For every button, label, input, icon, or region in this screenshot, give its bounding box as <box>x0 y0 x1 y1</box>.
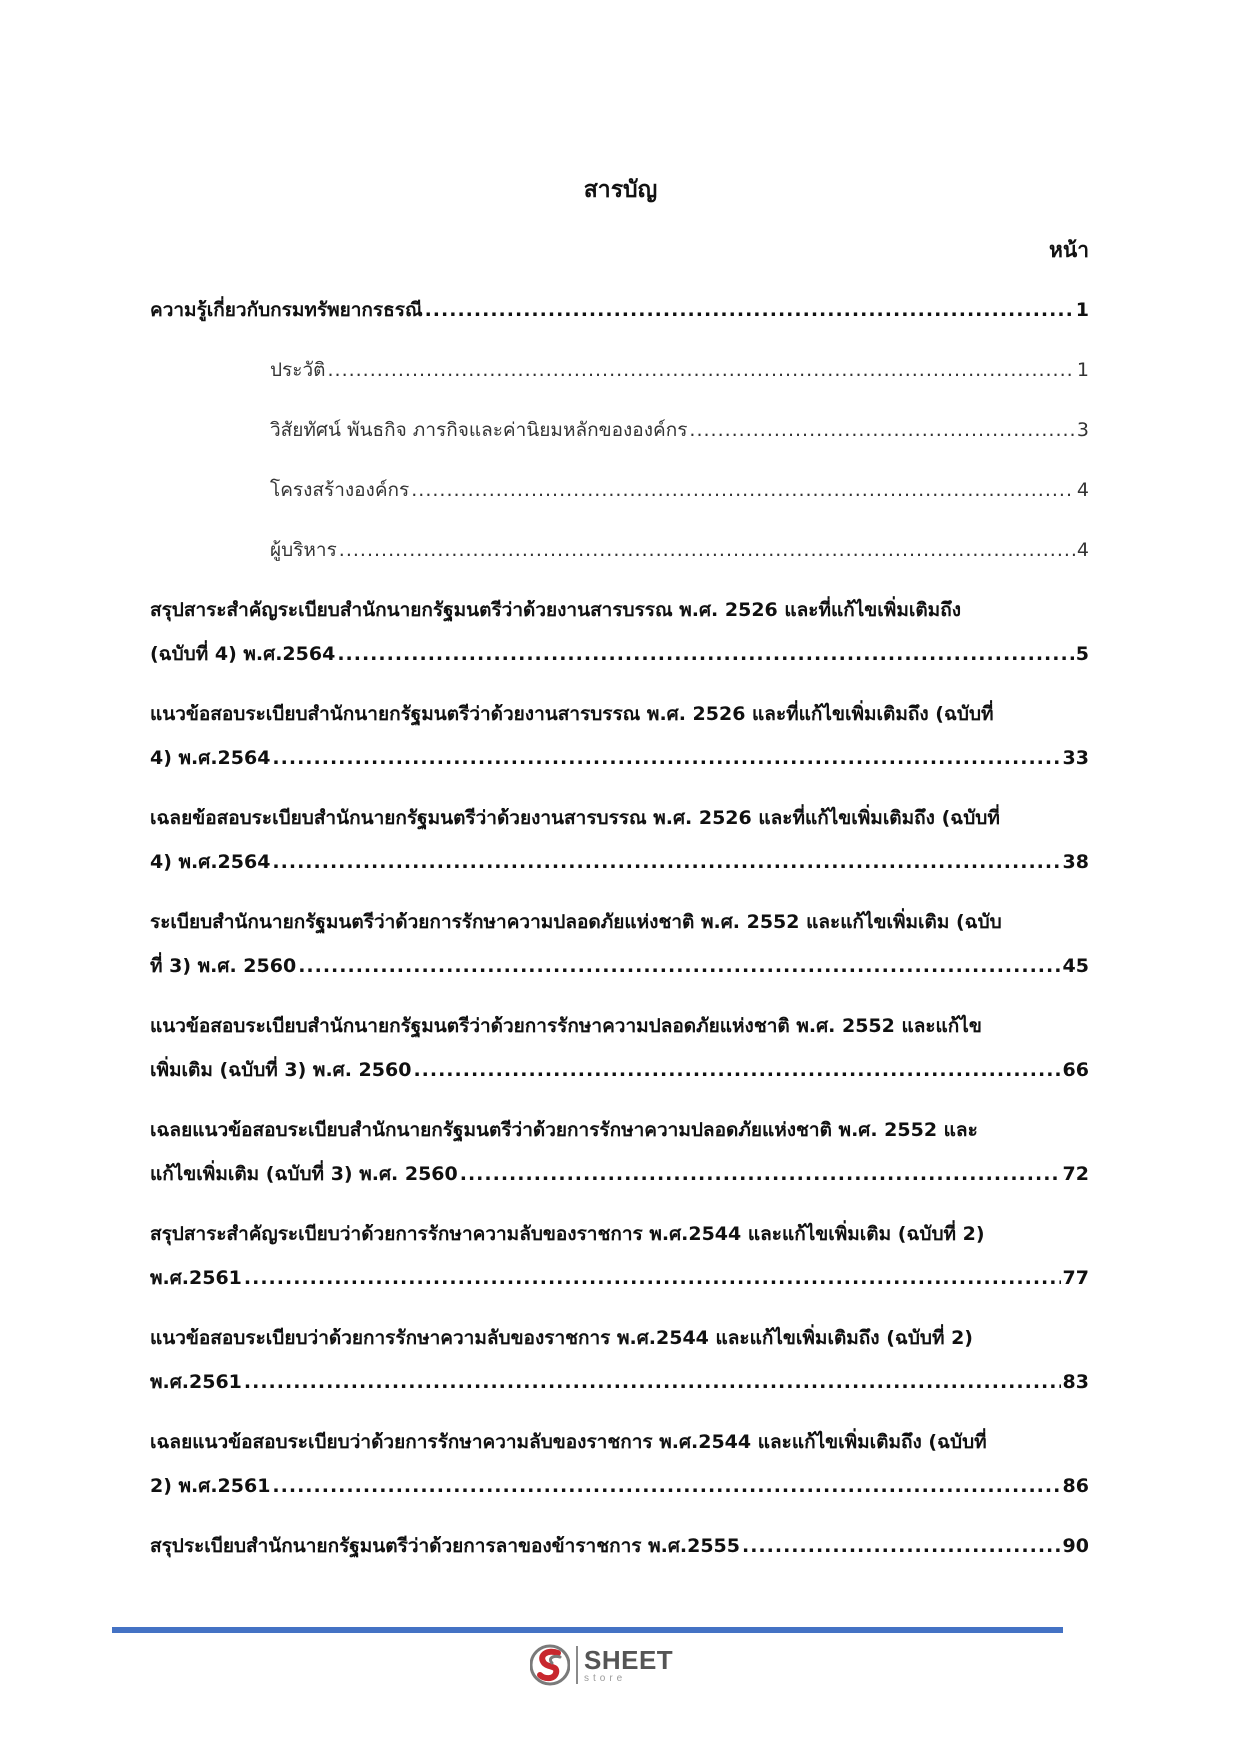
toc-entry-line <box>270 348 1089 392</box>
toc-page-number: 66 <box>1062 1059 1089 1081</box>
toc-page-number: 33 <box>1062 747 1089 769</box>
dot-leader <box>244 1360 1061 1404</box>
toc-entry[interactable] <box>150 288 1089 332</box>
toc-entry-title-line: แนวข้อสอบระเบียบสำนักนายกรัฐมนตรีว่าด้วยการรักษาความปลอดภัยแห่งชาติ พ.ศ. 2552 และแก้ไข <box>150 1015 982 1037</box>
toc-entry[interactable] <box>150 1004 1089 1092</box>
dot-leader <box>425 288 1074 332</box>
toc-entry-title: ที่ 3) พ.ศ. 2560 <box>150 955 297 977</box>
dot-leader <box>272 1464 1060 1508</box>
toc-entry[interactable] <box>150 900 1089 988</box>
toc-entry[interactable] <box>150 1316 1089 1404</box>
toc-entry-title: แก้ไขเพิ่มเติม (ฉบับที่ 3) พ.ศ. 2560 <box>150 1163 458 1185</box>
dot-leader <box>272 840 1060 884</box>
toc-entry-line <box>150 736 1089 780</box>
toc-page-number: 86 <box>1062 1475 1089 1497</box>
toc-subentry[interactable] <box>150 348 1089 392</box>
toc-entry-line <box>270 408 1089 452</box>
toc-entry-title-line: สรุปสาระสำคัญระเบียบสำนักนายกรัฐมนตรีว่าด้วยงานสารบรรณ พ.ศ. 2526 และที่แก้ไขเพิ่มเติมถึง <box>150 599 961 621</box>
footer-rule <box>112 1627 1063 1633</box>
dot-leader <box>689 408 1075 452</box>
toc-entry-line <box>150 1152 1089 1196</box>
toc-entry-title: สรุประเบียบสำนักนายกรัฐมนตรีว่าด้วยการลาของข้าราชการ พ.ศ.2555 <box>150 1535 740 1557</box>
logo-divider <box>576 1646 578 1684</box>
logo-word: SHEET <box>584 1644 674 1675</box>
toc-entry-line <box>150 1256 1089 1300</box>
toc-entry[interactable] <box>150 796 1089 884</box>
sheet-store-logo-icon <box>530 1643 570 1687</box>
page-title: สารบัญ <box>583 177 658 203</box>
toc-entry-line <box>270 528 1089 572</box>
toc-list <box>150 288 1089 1568</box>
toc-page-number: 83 <box>1062 1371 1089 1393</box>
dot-leader <box>298 944 1060 988</box>
toc-entry-title-line: เฉลยข้อสอบระเบียบสำนักนายกรัฐมนตรีว่าด้วยงานสารบรรณ พ.ศ. 2526 และที่แก้ไขเพิ่มเติมถึง (ฉบับที่ <box>150 807 1000 829</box>
toc-entry-title: ความรู้เกี่ยวกับกรมทรัพยากรธรณี <box>150 299 423 321</box>
footer-logo <box>530 1642 673 1688</box>
toc-entry-line <box>150 1524 1089 1568</box>
dot-leader <box>339 528 1075 572</box>
toc-entry-title-line: แนวข้อสอบระเบียบสำนักนายกรัฐมนตรีว่าด้วยงานสารบรรณ พ.ศ. 2526 และที่แก้ไขเพิ่มเติมถึง (ฉบับที่ <box>150 703 994 725</box>
toc-entry-title: ผู้บริหาร <box>270 539 337 561</box>
toc-page-number: 4 <box>1076 539 1089 561</box>
toc-entry[interactable] <box>150 1212 1089 1300</box>
toc-entry-title-line: แนวข้อสอบระเบียบว่าด้วยการรักษาความลับของราชการ พ.ศ.2544 และแก้ไขเพิ่มเติมถึง (ฉบับที่ 2) <box>150 1327 973 1349</box>
toc-page-number: 4 <box>1076 479 1089 501</box>
toc-entry-title: ประวัติ <box>270 359 326 381</box>
toc-entry-title: พ.ศ.2561 <box>150 1371 242 1393</box>
toc-entry-title-line: เฉลยแนวข้อสอบระเบียบว่าด้วยการรักษาความลับของราชการ พ.ศ.2544 และแก้ไขเพิ่มเติมถึง (ฉบับที่ <box>150 1431 987 1453</box>
toc-page-number: 45 <box>1062 955 1089 977</box>
toc-entry-title: 2) พ.ศ.2561 <box>150 1475 271 1497</box>
dot-leader <box>411 468 1075 512</box>
toc-entry-line <box>270 468 1089 512</box>
toc-entry-title: เพิ่มเติม (ฉบับที่ 3) พ.ศ. 2560 <box>150 1059 412 1081</box>
toc-entry-title-line: เฉลยแนวข้อสอบระเบียบสำนักนายกรัฐมนตรีว่าด้วยการรักษาความปลอดภัยแห่งชาติ พ.ศ. 2552 และ <box>150 1119 978 1141</box>
toc-entry-title: (ฉบับที่ 4) พ.ศ.2564 <box>150 643 336 665</box>
toc-entry-line <box>150 840 1089 884</box>
toc-subentry[interactable] <box>150 408 1089 452</box>
toc-entry-line <box>150 1464 1089 1508</box>
toc-entry-line <box>150 1360 1089 1404</box>
toc-page-number: 1 <box>1075 299 1089 321</box>
dot-leader <box>742 1524 1061 1568</box>
dot-leader <box>244 1256 1061 1300</box>
toc-entry-line <box>150 632 1089 676</box>
toc-entry-title-line: ระเบียบสำนักนายกรัฐมนตรีว่าด้วยการรักษาความปลอดภัยแห่งชาติ พ.ศ. 2552 และแก้ไขเพิ่มเติม (ฉบับ <box>150 911 1002 933</box>
toc-entry[interactable] <box>150 1524 1089 1568</box>
logo-sub: store <box>584 1672 627 1684</box>
toc-entry[interactable] <box>150 692 1089 780</box>
toc-subentry[interactable] <box>150 528 1089 572</box>
toc-entry-title: พ.ศ.2561 <box>150 1267 242 1289</box>
toc-entry-title: โครงสร้างองค์กร <box>270 479 410 501</box>
toc-entry-title-line: สรุปสาระสำคัญระเบียบว่าด้วยการรักษาความลับของราชการ พ.ศ.2544 และแก้ไขเพิ่มเติม (ฉบับที่ 2) <box>150 1223 985 1245</box>
toc-entry-title: 4) พ.ศ.2564 <box>150 747 271 769</box>
dot-leader <box>337 632 1073 676</box>
toc-page-number: 72 <box>1062 1163 1089 1185</box>
toc-entry[interactable] <box>150 1420 1089 1508</box>
toc-entry-line <box>150 944 1089 988</box>
page-column-label: หน้า <box>1049 238 1089 262</box>
toc-entry-title: วิสัยทัศน์ พันธกิจ ภารกิจและค่านิยมหลักขององค์กร <box>270 419 688 441</box>
toc-page-number: 38 <box>1062 851 1089 873</box>
dot-leader <box>272 736 1060 780</box>
toc-entry-line <box>150 288 1089 332</box>
toc-page-number: 3 <box>1076 419 1089 441</box>
dot-leader <box>413 1048 1060 1092</box>
toc-page-number: 77 <box>1062 1267 1089 1289</box>
toc-page-number: 5 <box>1075 643 1089 665</box>
toc-page-number: 1 <box>1076 359 1089 381</box>
toc-entry-title: 4) พ.ศ.2564 <box>150 851 271 873</box>
toc-entry-line <box>150 1048 1089 1092</box>
toc-entry[interactable] <box>150 588 1089 676</box>
logo-text <box>584 1644 674 1684</box>
dot-leader <box>327 348 1074 392</box>
toc-entry[interactable] <box>150 1108 1089 1196</box>
toc-page-number: 90 <box>1062 1535 1089 1557</box>
toc-subentry[interactable] <box>150 468 1089 512</box>
dot-leader <box>460 1152 1061 1196</box>
